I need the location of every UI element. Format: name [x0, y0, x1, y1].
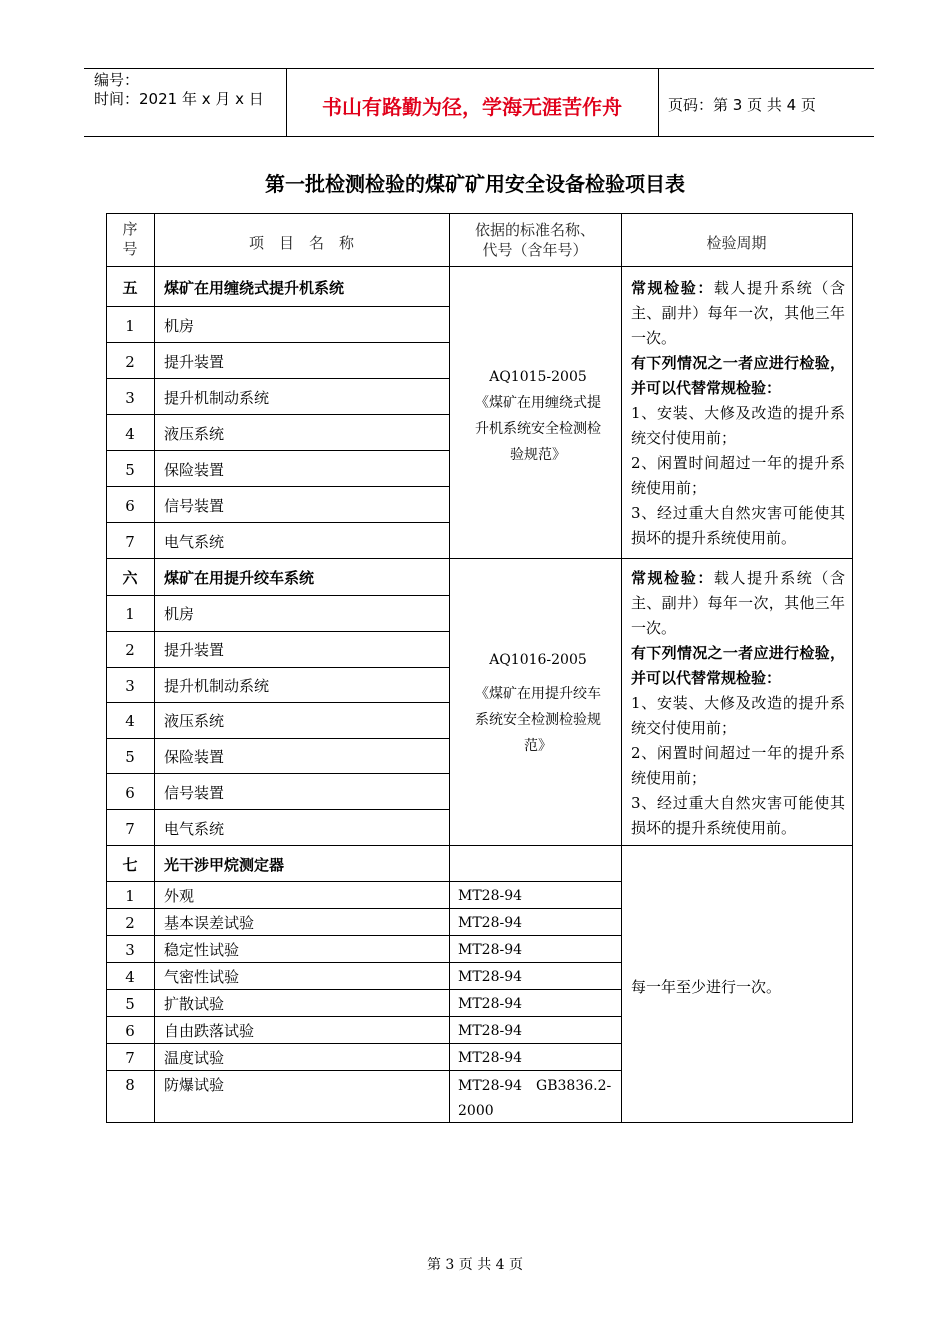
- row-line: [106, 631, 449, 632]
- row-number: 4: [125, 712, 135, 730]
- row-line: [106, 522, 449, 523]
- section-title: 光干涉甲烷测定器: [164, 856, 285, 874]
- row-name: 信号装置: [164, 497, 225, 515]
- header-period: 检验周期: [706, 234, 767, 252]
- row-name: 提升机制动系统: [164, 677, 270, 695]
- standard-line: 升机系统安全检测检: [475, 421, 601, 437]
- time-label: 时间：2021 年 x 月 x 日: [94, 90, 264, 108]
- row-name: 外观: [164, 887, 195, 905]
- row-number: 6: [125, 784, 135, 802]
- row-line: [106, 378, 449, 379]
- header-meta: [94, 71, 264, 109]
- row-name: 保险装置: [164, 748, 225, 766]
- row-number: 1: [125, 887, 135, 905]
- period-condition: 2、闲置时间超过一年的提升系统使用前；: [631, 744, 845, 787]
- row-standard: MT28-94: [458, 915, 523, 931]
- row-number: 4: [125, 968, 135, 986]
- period-regular-label: 常规检验：: [631, 279, 714, 297]
- row-number: 2: [125, 353, 135, 371]
- section-title: 煤矿在用缠绕式提升机系统: [164, 279, 345, 297]
- row-number: 6: [125, 497, 135, 515]
- row-number: 7: [125, 533, 135, 551]
- header-motto: 书山有路勤为径，学海无涯苦作舟: [322, 95, 622, 119]
- row-standard: MT28-94: [458, 996, 523, 1012]
- row-number: 2: [125, 641, 135, 659]
- row-name: 基本误差试验: [164, 914, 255, 932]
- section-title: 煤矿在用提升绞车系统: [164, 569, 315, 587]
- row-line: [106, 962, 621, 963]
- row-number: 5: [125, 995, 135, 1013]
- row-number: 5: [125, 748, 135, 766]
- table-border: [106, 266, 853, 267]
- table-border: [852, 213, 853, 1123]
- table-border: [154, 213, 155, 1123]
- inspection-table: [106, 213, 853, 1123]
- document-title: 第一批检测检验的煤矿矿用安全设备检验项目表: [265, 172, 685, 196]
- row-name: 稳定性试验: [164, 941, 240, 959]
- row-line: [106, 989, 621, 990]
- period-text: [631, 276, 845, 551]
- table-border: [449, 213, 450, 1123]
- row-line: [106, 414, 449, 415]
- page-footer: 第 3 页 共 4 页: [426, 1257, 524, 1273]
- row-standard: MT28-94: [458, 1023, 523, 1039]
- row-number: 5: [125, 461, 135, 479]
- section-number: 七: [122, 856, 138, 874]
- period-regular-text: 载人提升系统（含主、副井）每年一次，其他三年一次。: [631, 569, 845, 637]
- row-line: [106, 306, 449, 307]
- standard-line: 验规范》: [510, 447, 566, 463]
- header-page-number: 页码：第 3 页 共 4 页: [668, 96, 816, 114]
- page-header: [84, 68, 874, 137]
- period-condition-label: 有下列情况之一者应进行检验，并可以代替常规检验：: [631, 354, 845, 397]
- row-name: 保险装置: [164, 461, 225, 479]
- row-name: 液压系统: [164, 425, 225, 443]
- header-standard-line: 代号（含年号）: [482, 241, 588, 259]
- row-number: 4: [125, 425, 135, 443]
- header-seq-line: 序: [122, 220, 138, 238]
- standard-line: 系统安全检测检验规: [475, 712, 601, 728]
- row-line: [106, 342, 449, 343]
- standard-line: AQ1016-2005: [489, 652, 587, 668]
- row-standard: MT28-94: [458, 1050, 523, 1066]
- row-line: [106, 773, 449, 774]
- row-name: 温度试验: [164, 1049, 225, 1067]
- standard-line: 范》: [524, 738, 552, 754]
- standard-line: 《煤矿在用缠绕式提: [475, 395, 601, 411]
- period-regular-text: 载人提升系统（含主、副井）每年一次，其他三年一次。: [631, 279, 845, 347]
- row-name: 机房: [164, 317, 195, 335]
- period-condition: 1、安装、大修及改造的提升系统交付使用前；: [631, 404, 845, 447]
- row-name: 防爆试验: [164, 1076, 225, 1094]
- period-condition: 1、安装、大修及改造的提升系统交付使用前；: [631, 694, 845, 737]
- header-seq-line: 号: [122, 240, 138, 258]
- period-condition: 3、经过重大自然灾害可能使其损坏的提升系统使用前。: [631, 794, 845, 837]
- row-line: [106, 450, 449, 451]
- header-seq: [106, 219, 154, 259]
- row-number: 3: [125, 941, 135, 959]
- table-border: [106, 213, 853, 214]
- standard-text: [458, 647, 618, 759]
- row-number: 1: [125, 605, 135, 623]
- header-name: 项 目 名 称: [248, 234, 354, 252]
- row-number: 7: [125, 820, 135, 838]
- table-border: [106, 845, 853, 846]
- row-standard: MT28-94: [458, 942, 523, 958]
- row-name: 机房: [164, 605, 195, 623]
- row-number: 8: [125, 1076, 135, 1094]
- row-name: 气密性试验: [164, 968, 240, 986]
- row-standard-line: 2000: [458, 1103, 494, 1119]
- row-number: 1: [125, 317, 135, 335]
- row-line: [106, 702, 449, 703]
- row-name: 提升装置: [164, 641, 225, 659]
- row-standard-line: MT28-94 GB3836.2-: [458, 1078, 612, 1094]
- period-regular-label: 常规检验：: [631, 569, 714, 587]
- row-standard: MT28-94: [458, 969, 523, 985]
- row-line: [106, 486, 449, 487]
- period-condition-label: 有下列情况之一者应进行检验，并可以代替常规检验：: [631, 644, 845, 687]
- row-name: 提升机制动系统: [164, 389, 270, 407]
- code-label: 编号：: [94, 71, 140, 89]
- period-condition: 2、闲置时间超过一年的提升系统使用前；: [631, 454, 845, 497]
- standard-text: [458, 364, 618, 468]
- row-standard: [458, 1074, 611, 1124]
- row-name: 电气系统: [164, 533, 225, 551]
- row-line: [106, 809, 449, 810]
- table-border: [106, 558, 853, 559]
- row-name: 提升装置: [164, 353, 225, 371]
- row-line: [106, 935, 621, 936]
- row-number: 7: [125, 1049, 135, 1067]
- row-name: 自由跌落试验: [164, 1022, 255, 1040]
- standard-line: 《煤矿在用提升绞车: [475, 686, 601, 702]
- row-standard: MT28-94: [458, 888, 523, 904]
- row-number: 3: [125, 389, 135, 407]
- row-line: [106, 1043, 621, 1044]
- standard-line: AQ1015-2005: [489, 369, 587, 385]
- period-text: [631, 566, 845, 841]
- row-line: [106, 1016, 621, 1017]
- period-condition: 3、经过重大自然灾害可能使其损坏的提升系统使用前。: [631, 504, 845, 547]
- row-line: [106, 595, 449, 596]
- row-line: [106, 738, 449, 739]
- row-number: 2: [125, 914, 135, 932]
- header-divider: [658, 69, 659, 136]
- row-name: 液压系统: [164, 712, 225, 730]
- header-standard: [449, 220, 621, 260]
- row-line: [106, 1070, 621, 1071]
- row-name: 信号装置: [164, 784, 225, 802]
- row-name: 扩散试验: [164, 995, 225, 1013]
- row-name: 电气系统: [164, 820, 225, 838]
- row-line: [106, 881, 621, 882]
- row-line: [106, 908, 621, 909]
- table-border: [621, 213, 622, 1123]
- section-number: 六: [122, 569, 138, 587]
- period-text: 每一年至少进行一次。: [631, 978, 782, 996]
- row-number: 6: [125, 1022, 135, 1040]
- header-standard-line: 依据的标准名称、: [474, 221, 595, 239]
- row-line: [106, 667, 449, 668]
- row-number: 3: [125, 677, 135, 695]
- section-number: 五: [122, 279, 138, 297]
